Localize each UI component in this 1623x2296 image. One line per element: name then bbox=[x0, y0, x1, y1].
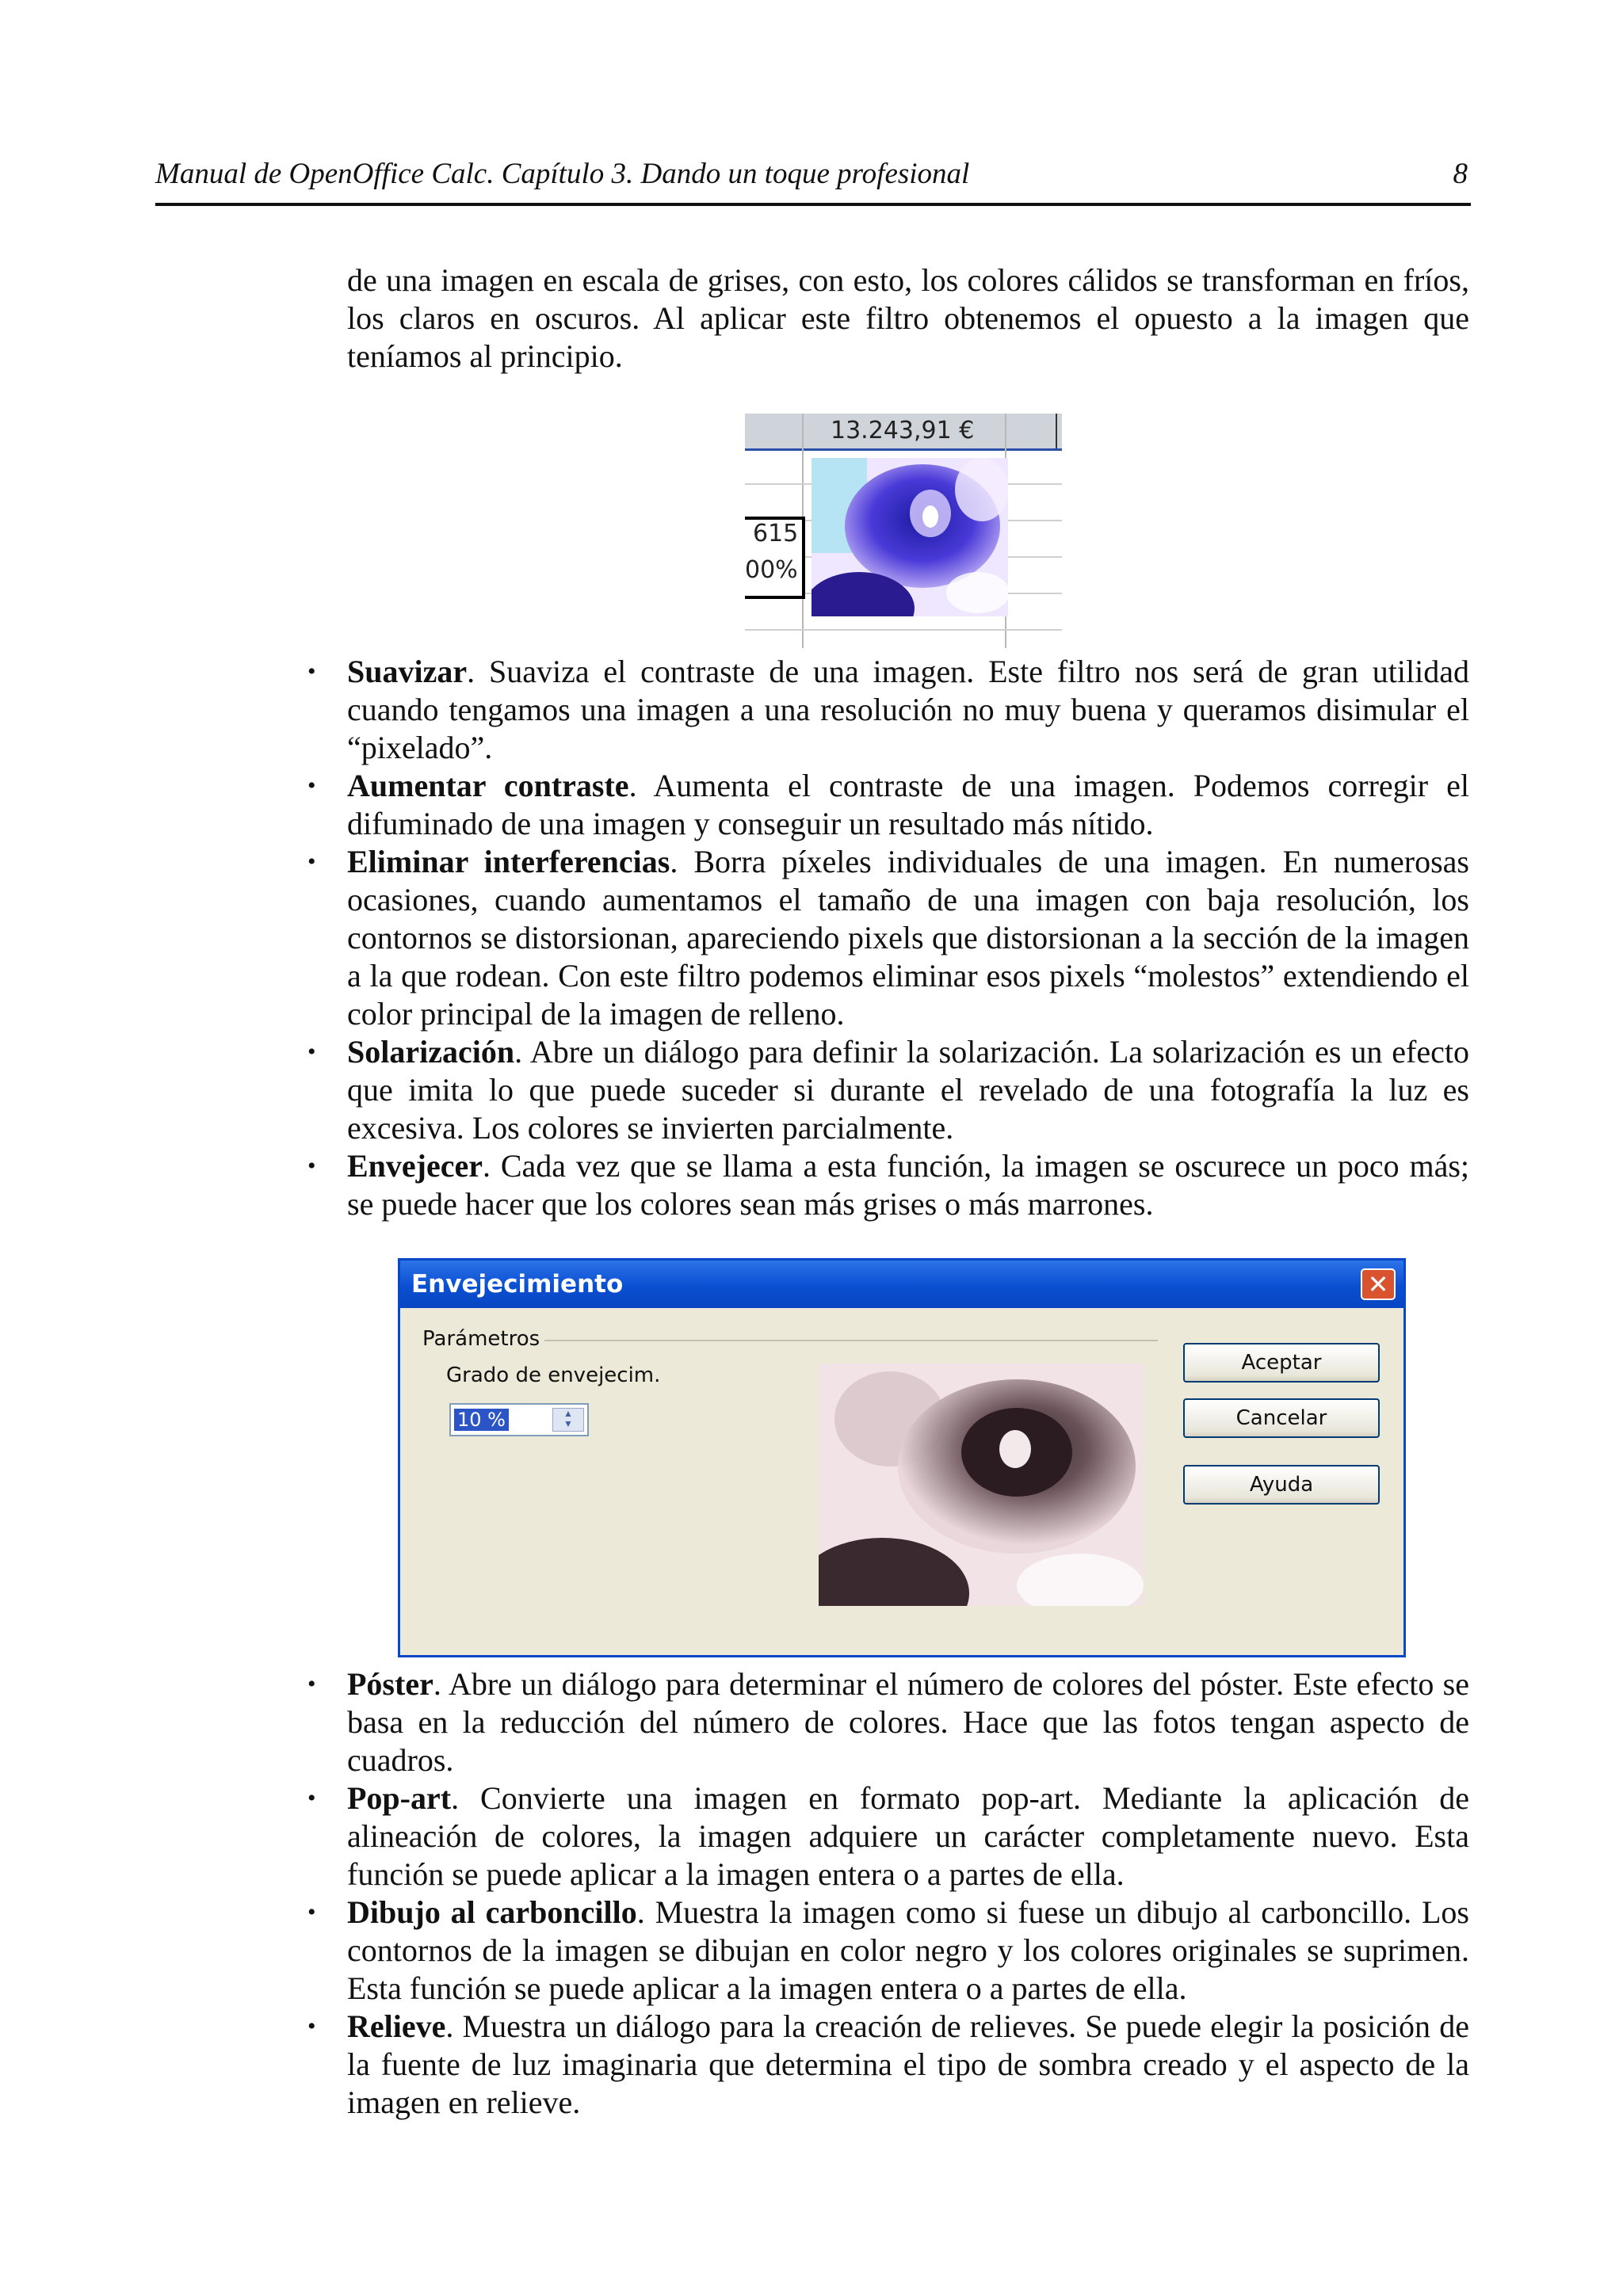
sheet-cell-value: 615 bbox=[753, 520, 799, 547]
image-preview bbox=[819, 1363, 1144, 1606]
dialog-title: Envejecimiento bbox=[411, 1270, 624, 1299]
bullet-icon: • bbox=[307, 1671, 316, 1697]
list-item bbox=[301, 843, 1469, 1033]
bullet-icon: • bbox=[307, 849, 316, 875]
page-header bbox=[155, 149, 1471, 206]
sheet-row-divider bbox=[745, 629, 1062, 631]
page-number: 8 bbox=[1453, 158, 1468, 190]
item-term: Póster bbox=[347, 1666, 433, 1702]
list-item bbox=[301, 1665, 1469, 1779]
group-divider bbox=[544, 1340, 1158, 1341]
aging-degree-value[interactable]: 10 % bbox=[454, 1409, 509, 1431]
sheet-cell-value: 00% bbox=[745, 556, 798, 584]
help-button[interactable]: Ayuda bbox=[1183, 1465, 1380, 1505]
item-text: . Cada vez que se llama a esta función, la imagen se oscurece un poco más; se puede hacer que los colores sean más grises o más marrones. bbox=[347, 1148, 1469, 1222]
bullet-icon: • bbox=[307, 772, 316, 799]
list-item bbox=[301, 1147, 1469, 1223]
list-item bbox=[301, 767, 1469, 843]
header-title: Manual de OpenOffice Calc. Capítulo 3. Dando un toque profesional bbox=[155, 158, 970, 190]
filters-list-1 bbox=[301, 653, 1469, 1223]
item-term: Aumentar contraste bbox=[347, 768, 629, 803]
item-text: . Borra píxeles individuales de una imagen. En numerosas ocasiones, cuando aumentamos el tamaño de una imagen con baja resolución, los contornos se distorsionan, apareciendo pixels que distorsionan a la sección de la imagen a la que rodean. Con este filtro podemos eliminar esos pixels “molestos” extendiendo el color principal de la imagen de relleno. bbox=[347, 844, 1469, 1032]
item-term: Pop-art bbox=[347, 1780, 452, 1816]
bullet-icon: • bbox=[307, 658, 316, 685]
item-text: . Aumenta el contraste de una imagen. Podemos corregir el difuminado de una imagen y conseguir un resultado más nítido. bbox=[347, 768, 1469, 841]
close-icon: ✕ bbox=[1367, 1269, 1389, 1299]
item-text: . Abre un diálogo para definir la solarización. La solarización es un efecto que imita lo que puede suceder si durante el revelado de una fotografía la luz es excesiva. Los colores se invierten parcialmente. bbox=[347, 1034, 1469, 1146]
list-item bbox=[301, 653, 1469, 767]
list-item bbox=[301, 1894, 1469, 2008]
aging-degree-stepper[interactable] bbox=[449, 1403, 589, 1436]
item-term: Eliminar interferencias bbox=[347, 844, 670, 879]
item-text: . Abre un diálogo para determinar el número de colores del póster. Este efecto se basa en la reducción del número de colores. Hace que las fotos tengan aspecto de cuadros. bbox=[347, 1666, 1469, 1778]
spreadsheet-figure bbox=[745, 410, 1062, 648]
aging-degree-label: Grado de envejecim. bbox=[446, 1363, 661, 1387]
item-text: . Suaviza el contraste de una imagen. Este filtro nos será de gran utilidad cuando tengamos una imagen a una resolución no muy buena y queramos disimular el “pixelado”. bbox=[347, 654, 1469, 765]
item-text: . Muestra la imagen como si fuese un dibujo al carboncillo. Los contornos de la imagen se dibujan en color negro y los colores originales se suprimen. Esta función se puede aplicar a la imagen entera o a partes de ella. bbox=[347, 1894, 1469, 2006]
list-item bbox=[301, 1779, 1469, 1894]
item-term: Envejecer bbox=[347, 1148, 483, 1184]
spin-arrows-icon[interactable]: ▲ ▼ bbox=[552, 1408, 584, 1432]
inverted-photo-image bbox=[812, 458, 1008, 616]
bullet-icon: • bbox=[307, 1039, 316, 1065]
list-item bbox=[301, 1033, 1469, 1147]
bullet-icon: • bbox=[307, 1153, 316, 1179]
accept-button[interactable]: Aceptar bbox=[1183, 1343, 1380, 1383]
bullet-icon: • bbox=[307, 1785, 316, 1811]
sheet-header-value: 13.243,91 € bbox=[831, 417, 975, 444]
bullet-icon: • bbox=[307, 1899, 316, 1925]
filters-list-2 bbox=[301, 1665, 1469, 2122]
item-term: Dibujo al carboncillo bbox=[347, 1894, 637, 1930]
bullet-icon: • bbox=[307, 2013, 316, 2039]
item-text: . Muestra un diálogo para la creación de relieves. Se puede elegir la posición de la fuente de luz imaginaria que determina el tipo de sombra creado y el aspecto de la imagen en relieve. bbox=[347, 2008, 1469, 2120]
item-term: Suavizar bbox=[347, 654, 468, 689]
parameters-group-label: Parámetros bbox=[422, 1327, 540, 1351]
close-button[interactable] bbox=[1361, 1268, 1396, 1300]
aging-dialog bbox=[398, 1258, 1406, 1657]
item-text: . Convierte una imagen en formato pop-art. Mediante la aplicación de alineación de colores, la imagen adquiere un carácter completamente nuevo. Esta función se puede aplicar a la imagen entera o a partes de ella. bbox=[347, 1780, 1469, 1892]
sheet-column-divider bbox=[1056, 414, 1057, 448]
list-item bbox=[301, 2008, 1469, 2122]
aged-photo-image bbox=[819, 1363, 1144, 1606]
cancel-button[interactable]: Cancelar bbox=[1183, 1398, 1380, 1438]
dialog-titlebar[interactable] bbox=[400, 1261, 1403, 1308]
item-term: Solarización bbox=[347, 1034, 515, 1070]
intro-paragraph: de una imagen en escala de grises, con esto, los colores cálidos se transforman en fríos, los claros en oscuros. Al aplicar este filtro obtenemos el opuesto a la imagen que teníamos al principio. bbox=[347, 262, 1469, 374]
item-term: Relieve bbox=[347, 2008, 446, 2044]
